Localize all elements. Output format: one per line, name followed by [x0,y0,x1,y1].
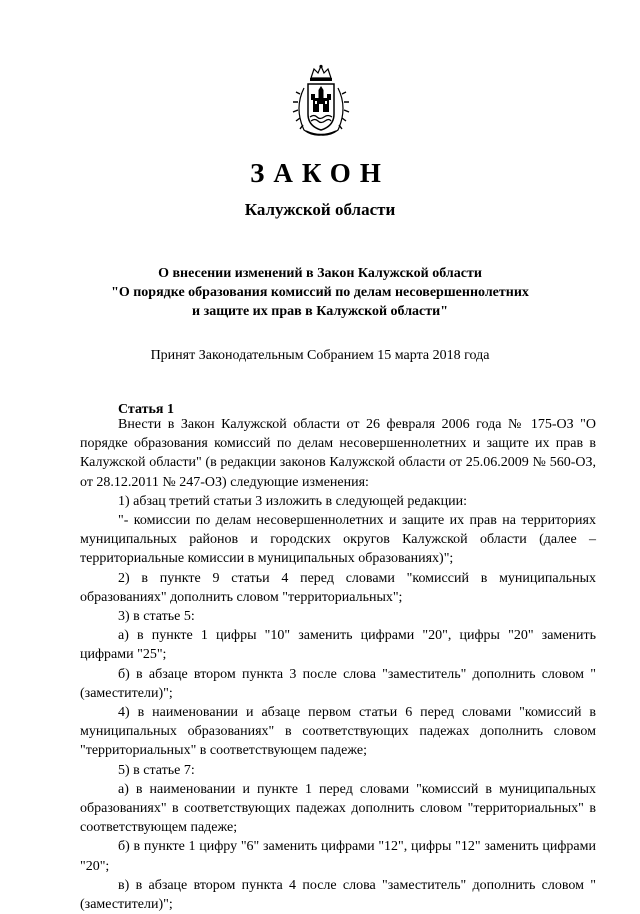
law-heading-line: и защите их прав в Калужской области" [192,304,448,319]
paragraph: б) в абзаце втором пункта 3 после слова "заместитель" дополнить словом "(заместители)"; [80,666,596,701]
document-subtitle: Калужской области [244,200,396,219]
paragraph: 4) в наименовании и абзаце первом статьи 6 перед словами "комиссий в муниципальных образованиях" в соответствующих падежах дополнить словом "территориальных" в соответствующем падеже; [80,705,596,759]
article-body [80,415,596,914]
adoption-note: Принят Законодательным Собранием 15 марта 2018 года [150,348,490,363]
document-title: ЗАКОН [250,158,390,188]
article-title: Статья 1 [118,402,174,417]
law-heading-line: О внесении изменений в Закон Калужской области [158,266,482,281]
paragraph: б) в пункте 1 цифру "6" заменить цифрами "12", цифры "12" заменить цифрами "20"; [80,839,596,874]
paragraph: 2) в пункте 9 статьи 4 перед словами "комиссий в муниципальных образованиях" дополнить словом "территориальных"; [80,570,596,605]
paragraph: 5) в статье 7: [118,762,195,778]
paragraph: а) в наименовании и пункте 1 перед словами "комиссий в муниципальных образованиях" в соответствующих падежах дополнить словом "территориальных" в соответствующем падеже; [80,781,596,836]
paragraph: 3) в статье 5: [118,609,195,625]
paragraph: а) в пункте 1 цифры "10" заменить цифрами "20", цифры "20" заменить цифрами "25"; [80,628,596,663]
paragraph: "- комиссии по делам несовершеннолетних и защите их прав на территориях муниципальных районов и городских округов Калужской области (далее – территориальные комиссии в муниципальных образованиях)"; [80,513,596,567]
paragraph: 1) абзац третий статьи 3 изложить в следующей редакции: [118,493,467,509]
paragraph: в) в абзаце втором пункта 4 после слова "заместитель" дополнить словом "(заместители)"; [80,877,596,913]
law-heading-line: "О порядке образования комиссий по делам несовершеннолетних [111,285,529,300]
law-heading [80,264,560,321]
coat-of-arms-icon [290,64,352,138]
paragraph: Внести в Закон Калужской области от 26 февраля 2006 года № 175-ОЗ "О порядке образования комиссий по делам несовершеннолетних и защите их прав в Калужской области" (в редакции законов Калужской области от 25.06.2009 № 560-ОЗ, от 28.12.2011 № 247-ОЗ) следующие изменения: [80,417,596,490]
